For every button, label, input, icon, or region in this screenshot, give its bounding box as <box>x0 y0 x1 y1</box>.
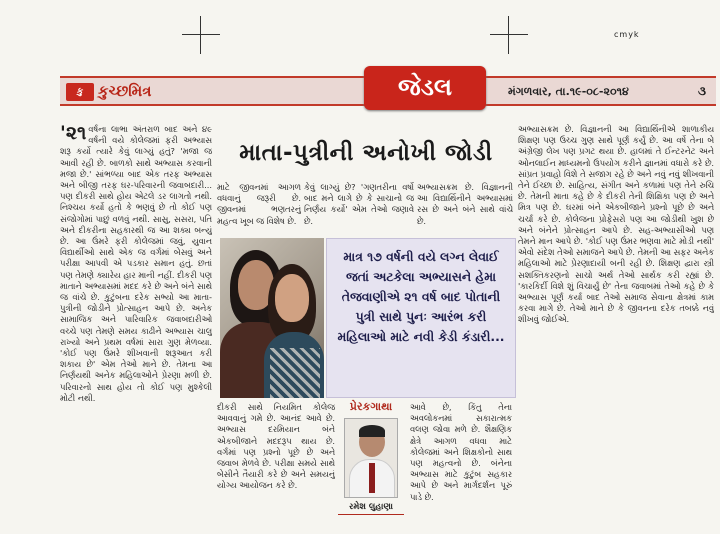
column-1-text: વર્ષના લાભા અંતરાળ બાદ અને ૪૯ વર્ષની વયે કોલેજમાં ફરી અભ્યાસ શરૂ કર્યો ત્યારે કેવું લાગ્યું હતું? 'મજા જ આવી રહી છે. બાળકો સાથે અભ્યાસ કરવાની મજા છે.' સાંભળ્યા બાદ એક તરફ અભ્યાસ અને બીજી તરફ ઘર-પરિવારની જવાબદારી... પણ દીકરી સાથે હોય એટલે ડર લાગતો નથી. નિશ્ચય કર્યો હતો કે ભણવું છે તો કોઈ પણ સંજોગોમાં પાછું વળવું નથી. સાસુ, સસરા, પતિ અને દીકરીના સહકારથી જ આ શક્ય બન્યું છે. આ ઉંમરે ફરી કોલેજમાં જવું, યુવાન વિદ્યાર્થીઓ સાથે એક જ વર્ગમાં બેસવું અને પરીક્ષા આપવી એ પડકાર સમાન હતું. છતાં પણ તેમણે ક્યારેય હાર માની નહીં. દીકરી પણ માતાને અભ્યાસમાં મદદ કરે છે અને બંને સાથે જ વાંચે છે. કુટુંબના દરેક સભ્યો આ માતા-પુત્રીની જોડીને પ્રોત્સાહન આપે છે. અનેક સામાજિક અને પારિવારિક જવાબદારીઓ વચ્ચે પણ તેમણે સમય કાઢીને અભ્યાસ ચાલુ રાખ્યો અને પ્રથમ વર્ષમાં સારા ગુણ મેળવ્યા. 'કોઈ પણ ઉંમરે શીખવાની શરૂઆત કરી શકાય છે' એમ તેઓ માને છે. તેમના આ નિર્ણયથી અનેક મહિલાઓને પ્રેરણા મળી છે. પરિવારનો સાથ હોય તો કોઈ પણ મુશ્કેલી મોટી નથી. <box>60 124 212 403</box>
author-byline: રમેશ લુહાણા <box>349 502 393 512</box>
article-column-2: માટે જીવનમાં આગળ વધવાનું જરૂરી છે. જીવનમાં ભણતરનું મહત્વ ખૂબ જ વિશેષ છે. <box>217 182 301 226</box>
dateline: મંગળવાર, તા.૧૯-૦૮-૨૦૧૪ <box>508 85 629 98</box>
page-number: ૩ <box>698 84 706 98</box>
article-column-5: અભ્યાસક્રમ છે. વિજ્ઞાનની આ વિદ્યાર્થિનીએ શાળાકીય શિક્ષણ પણ ઉચ્ચ ગુણ સાથે પૂર્ણ કર્યું છે. આ વર્ષે તેના બે અંગ્રેજી લેખ પણ પ્રગટ થયા છે. હાલમાં તે ઈન્ટરનેટ અને ઓનલાઈન માધ્યમનો ઉપયોગ કરીને જ્ઞાનમાં વધારો કરે છે. સાંપ્રત પ્રવાહો વિશે તે સજાગ રહે છે અને નવું નવું શીખવાની તેને ઈચ્છા છે. સાહિત્ય, સંગીત અને કળામાં પણ તેને રુચિ છે. તેમની માતા કહે છે કે દીકરી તેની શિક્ષિકા પણ છે અને મિત્ર પણ છે. ઘરમાં બંને એકબીજાને પ્રશ્નો પૂછે છે અને ચર્ચા કરે છે. કોલેજના પ્રોફેસરો પણ આ જોડીથી ખુશ છે અને બંનેને પ્રોત્સાહન આપે છે. સહ-અભ્યાસીઓ પણ તેમને માન આપે છે. 'કોઈ પણ ઉંમર ભણવા માટે મોડી નથી' એવો સંદેશ તેઓ સમાજને આપે છે. તેમની આ સફર અનેક મહિલાઓ માટે પ્રેરણાદાયી બની રહી છે. શિક્ષણ દ્વારા સ્ત્રી સશક્તિકરણનો સાચો અર્થ તેઓ સાર્થક કરી રહ્યાં છે. 'કારકિર્દી વિશે શું વિચાર્યું છે' તેના જવાબમાં તેઓ કહે છે કે અભ્યાસ પૂર્ણ કર્યા બાદ તેઓ સમાજ સેવાના ક્ષેત્રમાં કામ કરવા માગે છે. તેઓ માને છે કે જીવનના દરેક તબક્કે નવું શીખવું જોઈએ. <box>518 124 714 325</box>
publication-name: કુચ્છમિત્ર <box>98 82 152 100</box>
column-author-box <box>336 400 406 534</box>
mother-daughter-photo <box>220 238 324 398</box>
article-headline: માતા-પુત્રીની અનોખી જોડી <box>239 140 493 166</box>
supplement-title: જેડલ <box>364 66 486 110</box>
dropcap: '૨૧ <box>60 124 87 144</box>
cmyk-label: cmyk <box>614 30 640 39</box>
pull-quote: માત્ર ૧૭ વર્ષની વયે લગ્ન લેવાઈ જતાં અટકેલા અભ્યાસને હેમા તેજવાણીએ ૨૧ વર્ષ બાદ પોતાની પુત્રી સાથે પુનઃ આરંભ કરી મહિલાઓ માટે નવી કેડી કંડારી... <box>326 238 516 398</box>
article-column-1 <box>60 124 212 534</box>
article-column-7: આવે છે, કિંતુ તેના અવલોકનમાં સકારાત્મક વલણ જોવા મળે છે. શૈક્ષણિક ક્ષેત્રે આગળ વધવા માટે કોલેજમાં અને શિક્ષકોનો સાથ પણ મહત્વનો છે. બંનેના અભ્યાસ માટે કુટુંબ સહકાર આપે છે અને માર્ગદર્શન પૂરું પાડે છે. <box>410 402 512 502</box>
article-column-6: દીકરી સાથે નિયમિત કોલેજ આવવાનું ગમે છે. આનંદ આવે છે. અભ્યાસ દરમિયાન બંને એકબીજાને મદદરૂપ થાય છે. વર્ગમાં પણ પ્રશ્નો પૂછે છે અને જવાબ મેળવે છે. પરીક્ષા સમયે સાથે બેસીને તૈયારી કરે છે અને સમયનું યોગ્ય આયોજન કરે છે. <box>217 402 335 491</box>
article-column-3: કેવું લાગ્યું છે? 'ગણતરીના વર્ષો બાદ મને લાગે છે કે સાચાનો જ નિર્ણય કર્યો' એમ તેઓ જણાવે છે. <box>304 182 414 226</box>
column-label: પ્રેરકગાથા <box>349 400 393 413</box>
masthead <box>60 72 716 106</box>
byline-rule <box>338 514 404 515</box>
publication-logo-icon: કુ <box>66 83 94 101</box>
author-photo <box>344 418 398 498</box>
article-column-4: અભ્યાસક્રમ છે. વિજ્ઞાનની આ વિદ્યાર્થિનીને અભ્યાસમાં રસ છે અને બંને સાથે વાંચે છે. <box>417 182 513 226</box>
